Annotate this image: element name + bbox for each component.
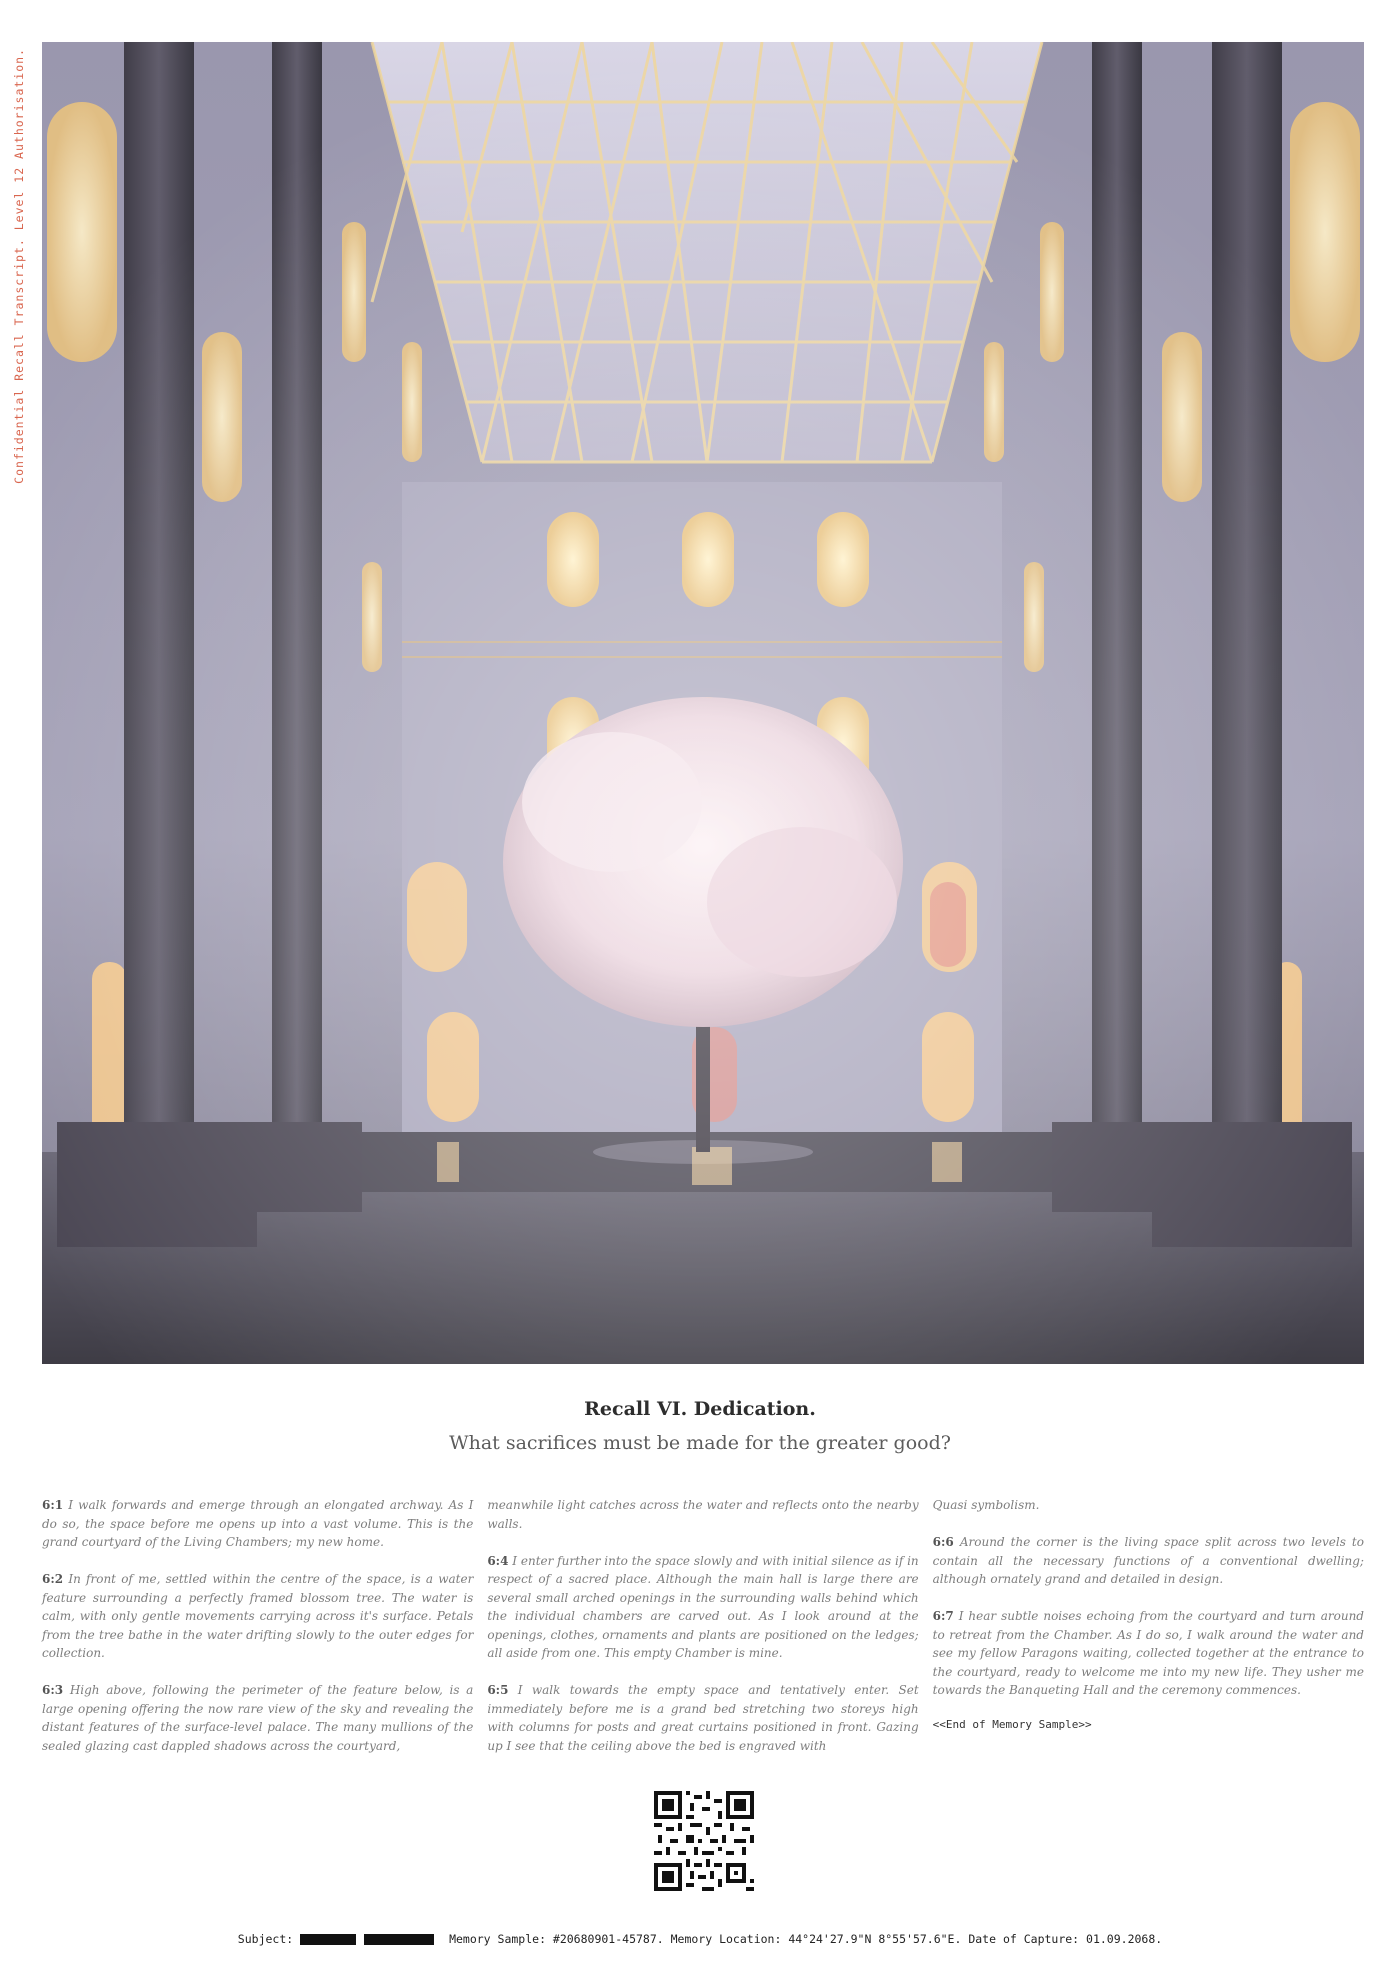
transcript-paragraph: 6:2 In front of me, settled within the centre of the space, is a water feature surrounding a perfectly framed blossom tree. The water is calm, with only gentle movements carrying across it's surface. Petals from the tree bathe in the water drifting slowly to the outer edges for collection.: [42, 1572, 474, 1660]
redaction-bar: [300, 1934, 356, 1945]
transcript-paragraph: Quasi symbolism.: [932, 1498, 1040, 1512]
courtyard-render-image: [42, 42, 1364, 1364]
transcript-paragraph: 6:4 I enter further into the space slowly and with initial silence as if in respect of a sacred place. Although the main hall is large there are several small arched openings in the surrounding walls behind which the individual chambers are carved out. As I look around at the openings, clothes, ornaments and plants are positioned on the ledges; all aside from one. This empty Chamber is mine.: [487, 1553, 919, 1660]
recall-title: Recall VI. Dedication.: [584, 1398, 816, 1420]
transcript-column-2: [487, 1496, 918, 1774]
end-of-sample-note: <<End of Memory Sample>>: [932, 1718, 1092, 1731]
recall-subtitle: What sacrifices must be made for the greater good?: [449, 1432, 951, 1454]
subject-label: Subject:: [237, 1932, 294, 1946]
transcript-columns: [42, 1496, 1364, 1774]
redaction-bar: [364, 1934, 434, 1945]
transcript-paragraph: 6:3 High above, following the perimeter of the feature below, is a large opening offering the now rare view of the sky and revealing the distant features of the surface-level palace. The many mullions of the sealed glazing cast dappled shadows across the courtyard,: [42, 1683, 474, 1753]
capture-metadata-footer: [0, 1932, 1400, 1946]
transcript-paragraph: 6:5 I walk towards the empty space and tentatively enter. Set immediately before me is a grand bed stretching two storeys high with columns for posts and great curtains positioned in front. Gazing up I see that the ceiling above the bed is engraved with: [487, 1683, 919, 1753]
side-confidential-label: Confidential Recall Transcript. Level 12 Authorisation.: [12, 48, 26, 484]
recall-heading: [0, 1398, 1400, 1454]
transcript-paragraph: 6:6 Around the corner is the living space split across two levels to contain all the necessary functions of a conventional dwelling; although ornately grand and detailed in design.: [932, 1535, 1364, 1586]
courtyard-illustration: [42, 42, 1364, 1364]
memory-sample-details: Memory Sample: #20680901-45787. Memory Location: 44°24'27.9"N 8°55'57.6"E. Date of Capture: 01.09.2068.: [449, 1932, 1163, 1946]
transcript-column-3: [933, 1496, 1364, 1774]
transcript-paragraph: meanwhile light catches across the water and reflects onto the nearby walls.: [487, 1498, 919, 1531]
transcript-paragraph: 6:1 I walk forwards and emerge through an elongated archway. As I do so, the space before me opens up into a vast volume. This is the grand courtyard of the Living Chambers; my new home.: [42, 1498, 474, 1549]
transcript-column-1: [42, 1496, 473, 1774]
qr-code-icon[interactable]: [654, 1791, 754, 1891]
transcript-paragraph: 6:7 I hear subtle noises echoing from the courtyard and turn around to retreat from the Chamber. As I do so, I walk around the water and see my fellow Paragons waiting, collected together at the entrance to the courtyard, ready to welcome me into my new life. They usher me towards the Banqueting Hall and the ceremony commences.: [932, 1609, 1364, 1697]
